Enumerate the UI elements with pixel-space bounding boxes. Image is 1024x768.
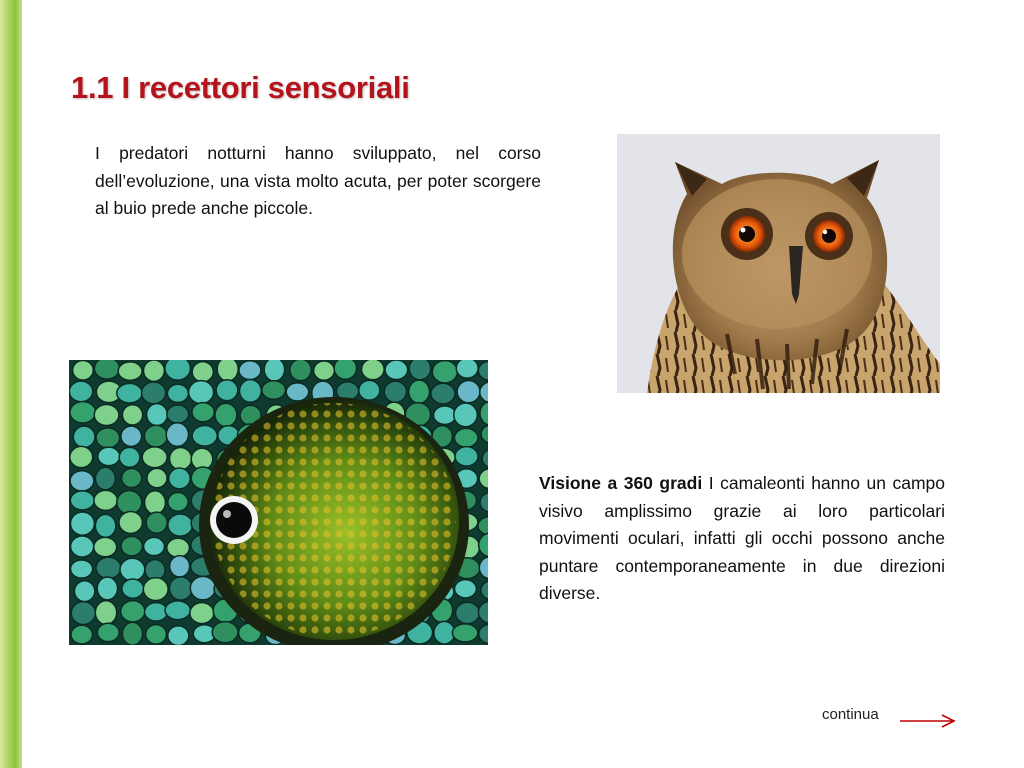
skin-scale	[70, 512, 94, 535]
skin-scale	[165, 360, 191, 380]
skin-scale	[121, 426, 142, 446]
skin-scale	[122, 622, 142, 645]
skin-scale	[169, 468, 191, 489]
continue-label[interactable]: continua	[822, 706, 879, 723]
skin-scale	[70, 402, 96, 423]
skin-scale	[119, 512, 142, 534]
skin-scale	[169, 447, 191, 469]
skin-scale	[147, 468, 167, 487]
skin-scale	[95, 514, 115, 537]
skin-scale	[262, 381, 286, 400]
skin-scale	[409, 380, 430, 403]
chameleon-eye-image	[69, 360, 488, 645]
skin-scale	[95, 601, 116, 625]
skin-scale	[71, 602, 95, 625]
skin-scale	[73, 361, 94, 380]
skin-scale	[190, 603, 214, 624]
skin-scale	[122, 405, 142, 425]
skin-scale	[117, 491, 142, 515]
skin-scale	[189, 381, 214, 404]
skin-scale	[452, 624, 477, 642]
skin-scale	[142, 447, 167, 468]
skin-scale	[409, 360, 431, 380]
skin-scale	[455, 447, 478, 466]
vision-body: I camaleonti hanno un campo visivo amplissimo grazie ai loro particolari movimenti oculari, infatti gli occhi possono anche puntare contemporaneamente in due direzioni diverse.	[539, 473, 945, 603]
skin-scale	[145, 491, 166, 514]
skin-scale	[215, 403, 237, 426]
skin-scale	[120, 558, 145, 581]
skin-scale	[432, 360, 457, 382]
skin-scale	[192, 362, 213, 383]
skin-scale	[334, 360, 356, 379]
skin-scale	[69, 381, 93, 402]
skin-scale	[169, 577, 192, 600]
skin-scale	[167, 405, 189, 423]
skin-scale	[143, 578, 168, 601]
skin-scale	[359, 380, 380, 400]
skin-scale	[384, 381, 406, 402]
skin-scale	[166, 423, 188, 447]
skin-scale	[146, 512, 167, 533]
slide-title: 1.1 I recettori sensoriali	[71, 70, 410, 105]
skin-scale	[434, 406, 456, 425]
skin-scale	[192, 425, 217, 446]
owl-image	[617, 134, 940, 393]
skin-scale	[217, 360, 238, 381]
vision-heading: Visione a 360 gradi	[539, 473, 703, 493]
skin-scale	[167, 538, 190, 557]
skin-scale	[70, 446, 93, 467]
skin-scale	[264, 360, 284, 381]
skin-scale	[146, 404, 167, 426]
skin-scale	[143, 360, 164, 381]
skin-scale	[71, 536, 94, 557]
skin-scale	[144, 425, 167, 447]
skin-scale	[286, 383, 308, 401]
skin-scale	[170, 556, 190, 577]
skin-scale	[122, 579, 144, 598]
skin-scale	[192, 403, 214, 422]
skin-scale	[455, 580, 477, 598]
skin-scale	[454, 428, 478, 447]
skin-scale	[97, 577, 117, 600]
skin-scale	[165, 601, 190, 620]
skin-scale	[96, 428, 120, 448]
skin-scale	[142, 382, 166, 404]
skin-scale	[168, 626, 189, 645]
skin-scale	[73, 426, 95, 448]
skin-scale	[119, 447, 140, 467]
skin-scale	[239, 361, 261, 380]
left-accent-bar	[0, 0, 22, 768]
skin-scale	[145, 603, 168, 621]
skin-scale	[98, 447, 120, 465]
skin-scale	[190, 576, 215, 599]
skin-scale	[457, 381, 480, 403]
skin-scale	[314, 361, 335, 380]
skin-scale	[144, 537, 165, 555]
skin-scale	[168, 493, 188, 512]
skin-scale	[96, 557, 121, 578]
skin-scale	[71, 560, 93, 578]
skin-scale	[385, 360, 408, 380]
skin-scale	[167, 384, 188, 402]
skin-scale	[240, 380, 262, 403]
skin-scale	[146, 625, 167, 645]
skin-scale	[454, 403, 478, 427]
skin-scale	[168, 514, 193, 536]
intro-paragraph: I predatori notturni hanno sviluppato, nel corso dell’evoluzione, una vista molto acuta, per poter scorgere al buio prede anche piccole.	[95, 143, 541, 218]
skin-scale	[212, 622, 238, 643]
skin-scale	[290, 360, 311, 381]
skin-scale	[97, 623, 119, 641]
skin-scale	[431, 383, 455, 404]
skin-scale	[456, 360, 478, 378]
skin-scale	[94, 537, 117, 556]
skin-scale	[118, 362, 142, 380]
skin-scale	[216, 380, 238, 401]
skin-scale	[117, 383, 142, 403]
vision-paragraph	[539, 470, 945, 608]
skin-scale	[362, 360, 385, 380]
skin-scale	[95, 467, 115, 489]
skin-scale	[94, 404, 119, 425]
skin-scale	[121, 601, 145, 622]
skin-scale	[122, 468, 142, 487]
skin-scale	[94, 360, 119, 379]
skin-scale	[94, 490, 118, 510]
skin-scale	[71, 625, 93, 644]
skin-scale	[74, 581, 94, 602]
skin-scale	[70, 491, 94, 510]
skin-scale	[70, 471, 94, 491]
skin-scale	[121, 536, 142, 555]
skin-scale	[456, 602, 480, 623]
next-arrow-icon[interactable]	[898, 712, 958, 730]
